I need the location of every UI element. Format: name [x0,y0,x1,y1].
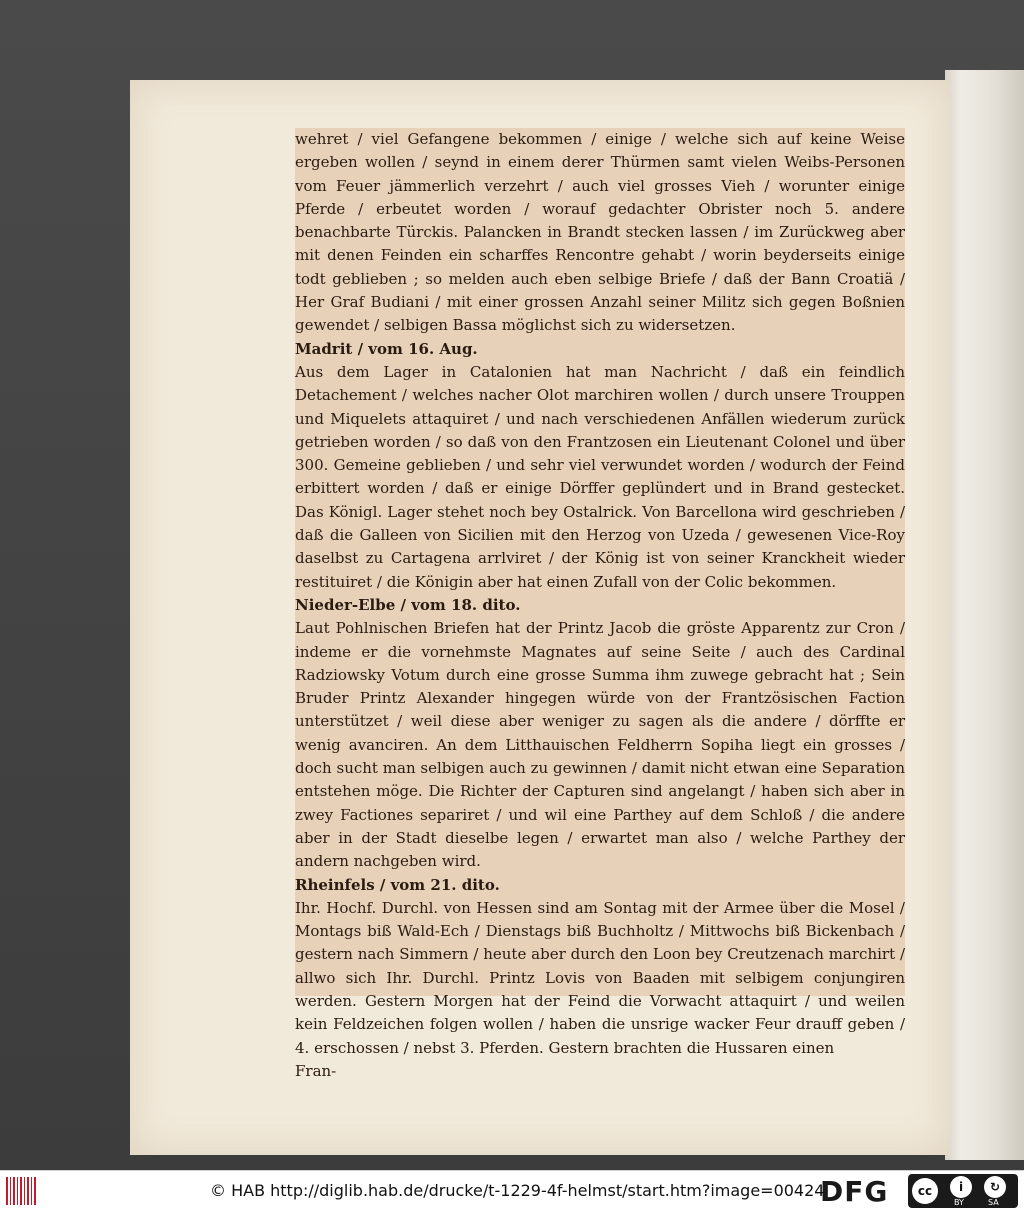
paragraph-madrit: Aus dem Lager in Catalonien hat man Nachricht / daß ein feindlich Detachement / welches nacher Olot marchiren wollen / durch unsere Trouppen und Miquelets attaquiret / und nach verschiedenen Anfällen wiederum zurück getrieben worden / so daß von den Frantzosen ein Lieutenant Colonel und über 300. Gemeine geblieben / und sehr viel verwundet worden / wodurch der Feind erbittert worden / daß er einige Dörffer geplündert und in Brand gestecket. Das Königl. Lager stehet noch bey Ostalrick. Von Barcellona wird geschrieben / daß die Galleen von Sicilien mit den Herzog von Uzeda / gewesenen Vice-Roy daselbst zu Cartagena arrlviret / der König ist von seiner Kranckheit wieder restituiret / die Königin aber hat einen Zufall von der Colic bekommen. [295,362,905,591]
paragraph-rheinfels: Ihr. Hochf. Durchl. von Hessen sind am Sontag mit der Armee über die Mosel / Montags biß Wald-Ech / Dienstags biß Buchholtz / Mittwochs biß Bickenbach / gestern nach Simmern / heute aber durch den Loon bey Creutzenach marchirt / allwo sich Ihr. Durchl. Printz Lovis von Baaden mit selbigem conjungiren werden. Gestern Morgen hat der Feind die Vorwacht attaquirt / und weilen kein Feldzeichen folgen wollen / haben die unsrige wacker Feur drauff geben / 4. erschossen / nebst 3. Pferden. Gestern brachten die Hussaren einen [295,898,905,1057]
paragraph-nieder-elbe: Laut Pohlnischen Briefen hat der Printz Jacob die gröste Apparentz zur Cron / indeme er die vornehmste Magnates auf seine Seite / auch des Cardinal Radziowsky Votum durch eine grosse Summa ihm zuwege gebracht hat ; Sein Bruder Printz Alexander hingegen würde von der Frantzösischen Faction unterstützet / weil diese aber weniger zu sagen als die andere / dörffte er wenig avanciren. An dem Litthauischen Feldherrn Sopiha liegt ein grosses / doch sucht man selbigen auch zu gewinnen / damit nicht etwan eine Separation entstehen möge. Die Richter der Capturen sind angelangt / haben sich aber in zwey Factiones separiret / und wil eine Parthey auf dem Schloß / die andere aber in der Stadt dieselbe legen / erwartet man also / welche Parthey der andern nachgeben wird. [295,619,905,871]
copyright-link[interactable]: © HAB http://diglib.hab.de/drucke/t-1229-4f-helmst/start.htm?image=00424 [210,1181,825,1200]
license-sa-label: SA [988,1198,999,1207]
adjacent-page-edge [945,70,1024,1160]
paragraph-continuation: wehret / viel Gefangene bekommen / einige / welche sich auf keine Weise ergeben wollen / seynd in einem derer Thürmen samt vielen Weibs-Personen vom Feuer jämmerlich verzehrt / auch viel grosses Vieh / worunter einige Pferde / erbeutet worden / worauf gedachter Obrister noch 5. andere benachbarte Türckis. Palancken in Brandt stecken lassen / im Zurückweg aber mit denen Feinden ein scharffes Rencontre gehabt / worin beyderseits einige todt geblieben ; so melden auch eben selbige Briefe / daß der Bann Croatiä / Her Graf Budiani / mit einer grossen Anzahl seiner Militz sich gegen Boßnien gewendet / selbigen Bassa möglichst sich zu widersetzen. [295,130,905,335]
page-text [295,128,905,1080]
cc-license-badge[interactable] [908,1174,1018,1208]
attribution-icon: i [950,1176,972,1198]
hab-barcode-icon [6,1177,38,1205]
license-by-label: BY [954,1198,964,1207]
catchword: Fran- [295,1061,337,1080]
cc-icon: cc [912,1178,938,1204]
dateline-rheinfels: Rheinfels / vom 21. dito. [295,875,500,894]
dateline-nieder-elbe: Nieder-Elbe / vom 18. dito. [295,595,521,614]
footer-bar [0,1170,1024,1211]
share-alike-icon: ↻ [984,1176,1006,1198]
dateline-madrit: Madrit / vom 16. Aug. [295,339,478,358]
dfg-logo: DFG [820,1175,889,1208]
